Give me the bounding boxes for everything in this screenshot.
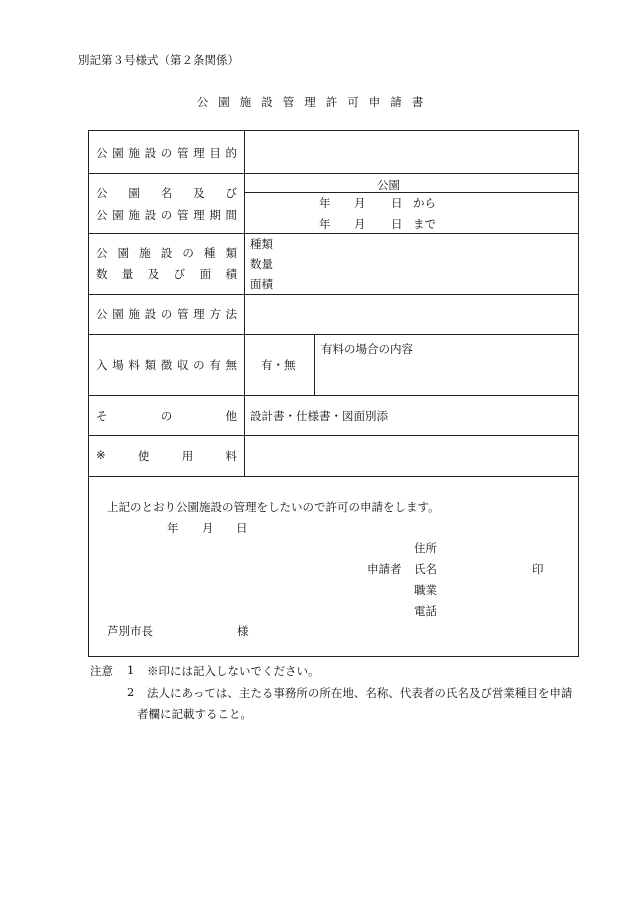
period-from-month: 月 xyxy=(354,196,366,210)
method-label: 公 園 施 設 の 管 理 方 法 xyxy=(96,307,237,321)
row-divider xyxy=(89,476,578,477)
application-form-table xyxy=(88,130,579,657)
row-divider xyxy=(89,294,578,295)
date-year: 年 xyxy=(167,521,179,535)
note-2-text-line2: 者欄に記載すること。 xyxy=(137,707,252,721)
seal-mark: 印 xyxy=(532,562,544,576)
period-to-year: 年 xyxy=(319,217,331,231)
usage-fee-field[interactable] xyxy=(249,441,569,469)
period-from-suffix: から xyxy=(413,196,436,210)
label-column-divider xyxy=(244,131,245,476)
date-month: 月 xyxy=(202,521,214,535)
note-2-number: 2 xyxy=(127,685,135,699)
purpose-field[interactable] xyxy=(249,139,569,167)
park-period-label-line2: 公 園 施 設 の 管 理 期 間 xyxy=(96,208,237,222)
park-suffix: 公園 xyxy=(377,178,400,192)
applicant-label: 申請者 xyxy=(367,562,402,576)
notes-heading: 注意 xyxy=(90,664,113,678)
facility-label-line2: 数 量 及 び 面 積 xyxy=(96,267,237,281)
park-period-label-line1: 公 園 名 及 び xyxy=(96,186,237,200)
applicant-name-label: 氏名 xyxy=(414,562,437,576)
period-to-day: 日 xyxy=(391,217,403,231)
facility-label-line1: 公 園 施 設 の 種 類 xyxy=(96,246,237,260)
applicant-address-label: 住所 xyxy=(414,541,437,555)
fee-label: 入 場 料 類 徴 収 の 有 無 xyxy=(96,358,237,372)
period-from-day: 日 xyxy=(391,196,403,210)
row-divider xyxy=(89,395,578,396)
usage-fee-label: ※ 使 用 料 xyxy=(96,448,237,463)
period-from-year: 年 xyxy=(319,196,331,210)
method-field[interactable] xyxy=(249,301,569,329)
applicant-phone-label: 電話 xyxy=(414,604,437,618)
park-name-divider xyxy=(244,192,578,193)
other-label: そ の 他 xyxy=(96,409,237,423)
row-divider xyxy=(89,233,578,234)
period-to-suffix: まで xyxy=(413,217,436,231)
park-name-field[interactable] xyxy=(249,174,459,192)
purpose-label: 公 園 施 設 の 管 理 目 的 xyxy=(96,146,237,160)
fee-choice[interactable]: 有・無 xyxy=(261,358,296,372)
fee-details-label: 有料の場合の内容 xyxy=(321,342,413,356)
facility-area: 面積 xyxy=(250,277,273,291)
note-1-number: 1 xyxy=(127,663,135,677)
row-divider xyxy=(89,435,578,436)
facility-type: 種類 xyxy=(250,237,273,251)
other-value: 設計書・仕様書・図面別添 xyxy=(250,409,388,423)
applicant-occupation-label: 職業 xyxy=(414,583,437,597)
period-to-month: 月 xyxy=(354,217,366,231)
addressee: 芦別市長 xyxy=(107,624,153,638)
note-1-text: ※印には記入しないでください。 xyxy=(147,664,320,678)
application-statement: 上記のとおり公園施設の管理をしたいので許可の申請をします。 xyxy=(107,500,440,514)
facility-quantity: 数量 xyxy=(250,257,273,271)
form-title: 公園施設管理許可申請書 xyxy=(196,95,434,109)
fee-column-divider xyxy=(314,334,315,395)
row-divider xyxy=(89,334,578,335)
note-2-text-line1: 法人にあっては、主たる事務所の所在地、名称、代表者の氏名及び営業種目を申請 xyxy=(147,686,573,700)
date-day: 日 xyxy=(236,521,248,535)
form-number: 別記第３号様式（第２条関係） xyxy=(78,53,239,67)
addressee-honorific: 様 xyxy=(237,624,249,638)
